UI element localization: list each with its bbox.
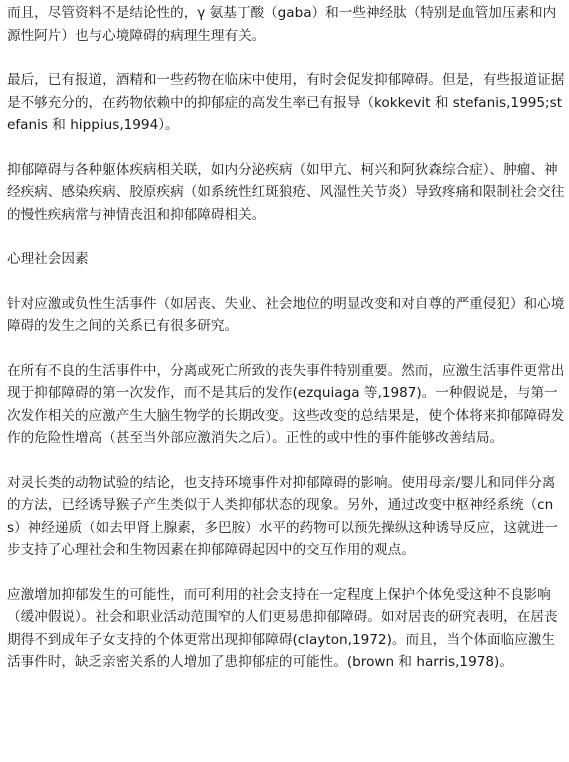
- paragraph-primate-studies: 对灵长类的动物试验的结论，也支持环境事件对抑郁障碍的影响。使用母亲/婴儿和同伴分离的方法，已经诱导猴子产生类似于人类抑郁状态的现象。另外，通过改变中枢神经系统（cns）神经递质（如去甲肾上腺素，多巴胺）水平的药物可以预先操纵这种诱导反应，这就进一步支持了心理社会和生物因素在抑郁障碍起因中的交互作用的观点。: [7, 474, 558, 558]
- paragraph-gaba-neuropeptides: 而且，尽管资料不是结论性的，γ 氨基丁酸（gaba）和一些神经肽（特别是血管加压素和内源性阿片）也与心境障碍的病理生理有关。: [7, 5, 557, 44]
- paragraph-alcohol-drugs: 最后，已有报道，酒精和一些药物在临床中使用，有时会促发抑郁障碍。但是，有些报道证据是不够充分的，在药物依赖中的抑郁症的高发生率已有报导（kokkevit 和 stefanis,1995;stefanis 和 hippius,1994）。: [7, 72, 565, 133]
- paragraph-somatic-diseases: 抑郁障碍与各种躯体疾病相关联，如内分泌疾病（如甲亢、柯兴和阿狄森综合症）、肿瘤、神经疾病、感染疾病、胶原疾病（如系统性红斑狼疮、风湿性关节炎）导致疼痛和限制社会交往的慢性疾病常与神情丧沮和抑郁障碍相关。: [7, 161, 565, 223]
- paragraph-loss-events: 在所有不良的生活事件中，分离或死亡所致的丧失事件特别重要。然而，应激生活事件更常出现于抑郁障碍的第一次发作，而不是其后的发作(ezquiaga 等,1987)。一种假说是，与第一次发作相关的应激产生大脑生物学的长期改变。这些改变的总结果是，使个体将来抑郁障碍发作的危险性增高（甚至当外部应激消失之后）。正性的或中性的事件能够改善结局。: [7, 362, 565, 446]
- paragraph-life-events: 针对应激或负性生活事件（如居丧、失业、社会地位的明显改变和对自尊的严重侵犯）和心境障碍的发生之间的关系已有很多研究。: [7, 295, 565, 334]
- section-heading: 心理社会因素: [7, 251, 89, 267]
- paragraph-social-support: 应激增加抑郁发生的可能性，而可利用的社会支持在一定程度上保护个体免受这种不良影响（缓冲假说）。社会和职业活动范围窄的人们更易患抑郁障碍。如对居丧的研究表明，在居丧期得不到成年子女支持的个体更常出现抑郁障碍(clayton,1972)。而且，当个体面临应激生活事件时，缺乏亲密关系的人增加了患抑郁症的可能性。(brown 和 harris,1978)。: [7, 586, 558, 670]
